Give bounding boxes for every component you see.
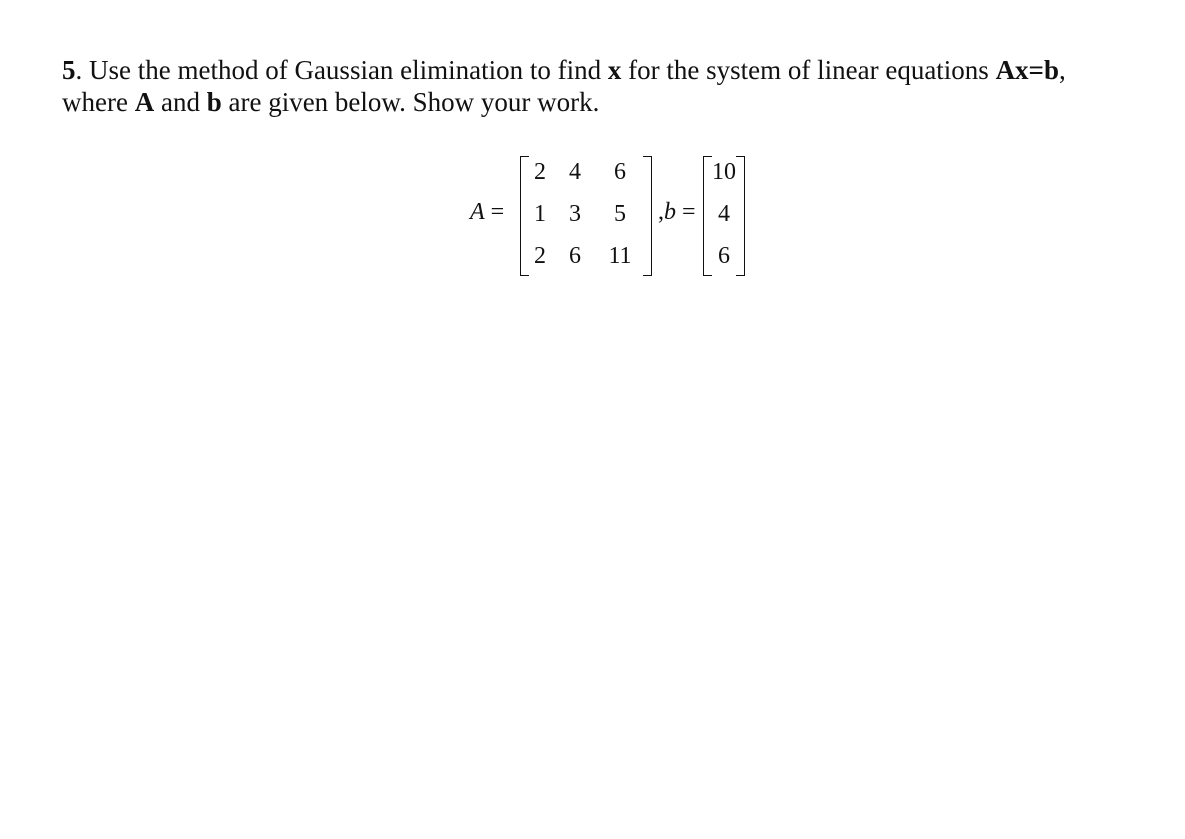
matrix-a-cell: 6: [569, 243, 581, 269]
b-symbol: b: [664, 199, 676, 225]
question-text-part: . Use the method of Gaussian elimination to find: [75, 55, 608, 85]
equals-sign: =: [484, 199, 505, 225]
question-line-2: [62, 86, 1162, 118]
vector-b-cell: 6: [718, 243, 730, 269]
matrix-a-ref: A: [134, 87, 155, 117]
matrix-a-cell: 3: [569, 201, 581, 227]
question-text-part: for the system of linear equations: [621, 55, 996, 85]
question-text-part: are given below. Show your work.: [221, 87, 600, 117]
matrix-a-right-bracket: [643, 156, 652, 276]
question-text-part: ,: [1058, 55, 1066, 85]
question-text: [62, 54, 1162, 118]
question-text-part: and: [154, 87, 207, 117]
equals-sign: =: [676, 199, 696, 225]
vector-b-ref: b: [206, 87, 222, 117]
matrix-a-cell: 5: [614, 201, 626, 227]
matrix-a: [520, 156, 652, 276]
matrix-a-cell: 2: [534, 243, 546, 269]
question-number: 5: [62, 55, 76, 85]
matrix-a-cell: 6: [614, 159, 626, 185]
matrix-a-cell: 4: [569, 159, 581, 185]
vector-b-cell: 10: [712, 159, 736, 185]
question-line-1: [62, 54, 1162, 86]
a-equals-label: [470, 199, 504, 226]
a-symbol: A: [470, 199, 485, 225]
matrix-a-cell: 2: [534, 159, 546, 185]
comma: ,: [658, 199, 664, 225]
b-equals-label: [658, 199, 696, 226]
vector-x: x: [607, 55, 622, 85]
question-text-part: where: [62, 87, 135, 117]
vector-b: [703, 156, 745, 276]
matrix-a-cell: 1: [534, 201, 546, 227]
matrix-a-cell: 11: [608, 243, 632, 269]
vector-b-cell: 4: [718, 201, 730, 227]
equation-ax-b: Ax=b: [995, 55, 1059, 85]
